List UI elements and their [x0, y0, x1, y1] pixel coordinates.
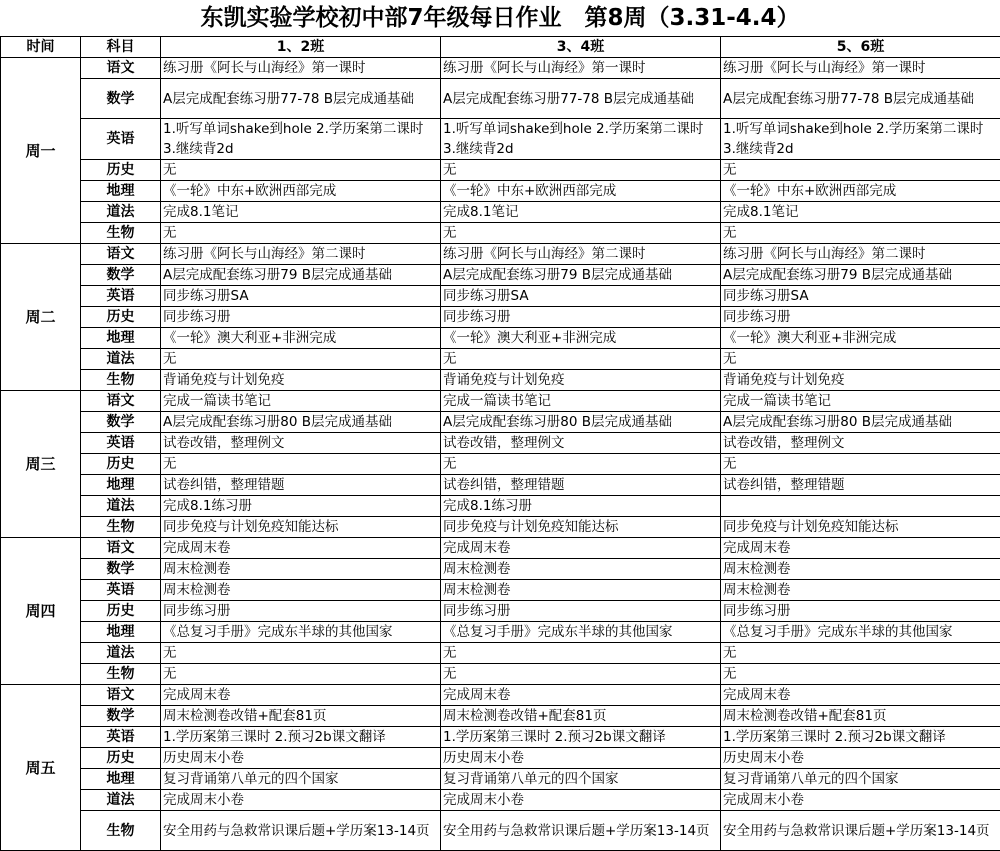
homework-cell: A层完成配套练习册79 B层完成通基础: [721, 265, 1000, 286]
homework-cell: 完成一篇读书笔记: [721, 391, 1000, 412]
table-row: [1, 412, 1000, 433]
subject-label: 生物: [81, 664, 161, 685]
homework-cell: 同步免疫与计划免疫知能达标: [721, 517, 1000, 538]
homework-cell: 练习册《阿长与山海经》第二课时: [161, 244, 441, 265]
table-row: [1, 622, 1000, 643]
homework-cell: 无: [161, 664, 441, 685]
subject-label: 历史: [81, 601, 161, 622]
homework-cell: 练习册《阿长与山海经》第一课时: [721, 58, 1000, 79]
homework-cell: 《总复习手册》完成东半球的其他国家: [721, 622, 1000, 643]
subject-label: 英语: [81, 286, 161, 307]
homework-cell: 周末检测卷改错+配套81页: [161, 706, 441, 727]
homework-cell: 1.听写单词shake到hole 2.学历案第二课时 3.继续背2d: [721, 119, 1000, 160]
homework-cell: 1.听写单词shake到hole 2.学历案第二课时 3.继续背2d: [441, 119, 721, 160]
subject-label: 英语: [81, 580, 161, 601]
homework-cell: 同步练习册: [721, 307, 1000, 328]
homework-cell: 完成8.1笔记: [441, 202, 721, 223]
table-row: [1, 286, 1000, 307]
homework-cell: 无: [721, 223, 1000, 244]
homework-cell: 完成8.1练习册: [161, 496, 441, 517]
homework-cell: 完成周末卷: [441, 538, 721, 559]
homework-cell: 《一轮》澳大利亚+非洲完成: [441, 328, 721, 349]
homework-cell: A层完成配套练习册80 B层完成通基础: [441, 412, 721, 433]
homework-cell: 《一轮》中东+欧洲西部完成: [721, 181, 1000, 202]
table-row: [1, 685, 1000, 706]
homework-cell: 试卷改错，整理例文: [721, 433, 1000, 454]
subject-label: 语文: [81, 391, 161, 412]
homework-cell: [721, 496, 1000, 517]
homework-cell: 完成周末小卷: [721, 790, 1000, 811]
subject-label: 英语: [81, 727, 161, 748]
homework-cell: 《一轮》澳大利亚+非洲完成: [161, 328, 441, 349]
subject-label: 道法: [81, 349, 161, 370]
homework-cell: 历史周末小卷: [161, 748, 441, 769]
table-row: [1, 517, 1000, 538]
homework-cell: 无: [441, 349, 721, 370]
page-title: 东凯实验学校初中部7年级每日作业 第8周（3.31-4.4）: [0, 0, 1000, 36]
homework-cell: 无: [721, 160, 1000, 181]
homework-cell: 1.学历案第三课时 2.预习2b课文翻译: [721, 727, 1000, 748]
homework-cell: 无: [161, 643, 441, 664]
homework-table: [0, 36, 1000, 851]
subject-label: 地理: [81, 181, 161, 202]
table-row: [1, 580, 1000, 601]
header-row: [1, 37, 1000, 58]
homework-cell: 同步练习册SA: [721, 286, 1000, 307]
table-row: [1, 748, 1000, 769]
subject-label: 语文: [81, 685, 161, 706]
header-class-1-2: 1、2班: [161, 37, 441, 58]
homework-cell: 同步练习册SA: [161, 286, 441, 307]
subject-label: 历史: [81, 454, 161, 475]
homework-cell: A层完成配套练习册79 B层完成通基础: [441, 265, 721, 286]
homework-cell: 完成周末小卷: [161, 790, 441, 811]
homework-cell: 周末检测卷改错+配套81页: [721, 706, 1000, 727]
homework-cell: 试卷纠错，整理错题: [721, 475, 1000, 496]
subject-label: 生物: [81, 223, 161, 244]
table-row: [1, 79, 1000, 119]
homework-cell: 周末检测卷: [721, 559, 1000, 580]
homework-cell: 无: [161, 160, 441, 181]
homework-cell: 同步免疫与计划免疫知能达标: [161, 517, 441, 538]
day-label: 周四: [1, 538, 81, 685]
table-row: [1, 601, 1000, 622]
homework-cell: 背诵免疫与计划免疫: [441, 370, 721, 391]
homework-cell: 安全用药与急救常识课后题+学历案13-14页: [161, 811, 441, 851]
homework-cell: 无: [721, 349, 1000, 370]
table-row: [1, 559, 1000, 580]
table-row: [1, 769, 1000, 790]
homework-cell: 同步练习册SA: [441, 286, 721, 307]
homework-cell: 无: [721, 454, 1000, 475]
homework-cell: 试卷纠错，整理错题: [161, 475, 441, 496]
subject-label: 道法: [81, 790, 161, 811]
subject-label: 历史: [81, 307, 161, 328]
homework-cell: 无: [161, 454, 441, 475]
subject-label: 历史: [81, 160, 161, 181]
header-time: 时间: [1, 37, 81, 58]
homework-cell: 《一轮》中东+欧洲西部完成: [161, 181, 441, 202]
homework-cell: 1.学历案第三课时 2.预习2b课文翻译: [161, 727, 441, 748]
table-row: [1, 265, 1000, 286]
homework-cell: 同步练习册: [441, 307, 721, 328]
homework-cell: 历史周末小卷: [721, 748, 1000, 769]
subject-label: 历史: [81, 748, 161, 769]
subject-label: 地理: [81, 475, 161, 496]
homework-cell: 完成一篇读书笔记: [441, 391, 721, 412]
homework-cell: 练习册《阿长与山海经》第二课时: [441, 244, 721, 265]
table-row: [1, 538, 1000, 559]
homework-cell: A层完成配套练习册77-78 B层完成通基础: [441, 79, 721, 119]
table-row: [1, 643, 1000, 664]
homework-cell: 周末检测卷改错+配套81页: [441, 706, 721, 727]
homework-cell: 同步练习册: [441, 601, 721, 622]
table-row: [1, 475, 1000, 496]
homework-cell: 完成8.1笔记: [161, 202, 441, 223]
homework-cell: 练习册《阿长与山海经》第二课时: [721, 244, 1000, 265]
homework-cell: 《一轮》澳大利亚+非洲完成: [721, 328, 1000, 349]
homework-cell: 无: [441, 454, 721, 475]
homework-cell: 周末检测卷: [721, 580, 1000, 601]
table-row: [1, 307, 1000, 328]
table-row: [1, 328, 1000, 349]
table-row: [1, 454, 1000, 475]
homework-cell: 无: [161, 223, 441, 244]
homework-cell: 背诵免疫与计划免疫: [721, 370, 1000, 391]
subject-label: 数学: [81, 559, 161, 580]
subject-label: 生物: [81, 370, 161, 391]
day-label: 周三: [1, 391, 81, 538]
subject-label: 生物: [81, 517, 161, 538]
subject-label: 道法: [81, 643, 161, 664]
subject-label: 数学: [81, 412, 161, 433]
table-row: [1, 790, 1000, 811]
homework-cell: A层完成配套练习册79 B层完成通基础: [161, 265, 441, 286]
day-label: 周一: [1, 58, 81, 244]
table-row: [1, 433, 1000, 454]
subject-label: 英语: [81, 119, 161, 160]
table-row: [1, 119, 1000, 160]
homework-cell: 试卷改错，整理例文: [441, 433, 721, 454]
subject-label: 地理: [81, 622, 161, 643]
subject-label: 语文: [81, 538, 161, 559]
header-subject: 科目: [81, 37, 161, 58]
table-row: [1, 160, 1000, 181]
subject-label: 语文: [81, 58, 161, 79]
homework-cell: 同步免疫与计划免疫知能达标: [441, 517, 721, 538]
homework-cell: A层完成配套练习册80 B层完成通基础: [161, 412, 441, 433]
homework-cell: 无: [441, 223, 721, 244]
homework-cell: 同步练习册: [721, 601, 1000, 622]
homework-cell: 无: [721, 643, 1000, 664]
subject-label: 数学: [81, 265, 161, 286]
homework-cell: 复习背诵第八单元的四个国家: [441, 769, 721, 790]
table-row: [1, 706, 1000, 727]
homework-cell: A层完成配套练习册77-78 B层完成通基础: [721, 79, 1000, 119]
homework-cell: 完成周末小卷: [441, 790, 721, 811]
homework-cell: 《总复习手册》完成东半球的其他国家: [161, 622, 441, 643]
subject-label: 数学: [81, 79, 161, 119]
subject-label: 数学: [81, 706, 161, 727]
homework-cell: 无: [161, 349, 441, 370]
homework-cell: 1.听写单词shake到hole 2.学历案第二课时 3.继续背2d: [161, 119, 441, 160]
homework-cell: 完成周末卷: [161, 538, 441, 559]
homework-cell: 完成8.1笔记: [721, 202, 1000, 223]
homework-cell: 同步练习册: [161, 307, 441, 328]
homework-cell: A层完成配套练习册77-78 B层完成通基础: [161, 79, 441, 119]
day-label: 周五: [1, 685, 81, 851]
homework-cell: 周末检测卷: [161, 580, 441, 601]
table-row: [1, 58, 1000, 79]
header-class-3-4: 3、4班: [441, 37, 721, 58]
homework-cell: 完成周末卷: [441, 685, 721, 706]
homework-cell: 周末检测卷: [161, 559, 441, 580]
table-row: [1, 370, 1000, 391]
homework-cell: 无: [441, 160, 721, 181]
homework-cell: 《一轮》中东+欧洲西部完成: [441, 181, 721, 202]
homework-cell: 试卷改错，整理例文: [161, 433, 441, 454]
homework-cell: 同步练习册: [161, 601, 441, 622]
homework-cell: 完成周末卷: [721, 685, 1000, 706]
table-row: [1, 811, 1000, 851]
table-row: [1, 496, 1000, 517]
subject-label: 英语: [81, 433, 161, 454]
table-row: [1, 664, 1000, 685]
table-row: [1, 727, 1000, 748]
subject-label: 语文: [81, 244, 161, 265]
subject-label: 地理: [81, 769, 161, 790]
subject-label: 道法: [81, 202, 161, 223]
homework-cell: 无: [441, 664, 721, 685]
homework-cell: 完成8.1练习册: [441, 496, 721, 517]
table-row: [1, 181, 1000, 202]
homework-cell: 背诵免疫与计划免疫: [161, 370, 441, 391]
subject-label: 道法: [81, 496, 161, 517]
homework-cell: 练习册《阿长与山海经》第一课时: [441, 58, 721, 79]
homework-body: [1, 58, 1000, 851]
homework-cell: 安全用药与急救常识课后题+学历案13-14页: [721, 811, 1000, 851]
table-row: [1, 244, 1000, 265]
subject-label: 生物: [81, 811, 161, 851]
table-row: [1, 202, 1000, 223]
homework-cell: 完成周末卷: [161, 685, 441, 706]
homework-cell: 复习背诵第八单元的四个国家: [161, 769, 441, 790]
homework-cell: 试卷纠错，整理错题: [441, 475, 721, 496]
homework-cell: 无: [441, 643, 721, 664]
homework-cell: 1.学历案第三课时 2.预习2b课文翻译: [441, 727, 721, 748]
subject-label: 地理: [81, 328, 161, 349]
homework-cell: 历史周末小卷: [441, 748, 721, 769]
homework-cell: 复习背诵第八单元的四个国家: [721, 769, 1000, 790]
homework-cell: 无: [721, 664, 1000, 685]
homework-cell: 《总复习手册》完成东半球的其他国家: [441, 622, 721, 643]
table-row: [1, 391, 1000, 412]
homework-cell: 完成周末卷: [721, 538, 1000, 559]
day-label: 周二: [1, 244, 81, 391]
homework-cell: 练习册《阿长与山海经》第一课时: [161, 58, 441, 79]
table-row: [1, 223, 1000, 244]
homework-cell: 周末检测卷: [441, 580, 721, 601]
homework-cell: 完成一篇读书笔记: [161, 391, 441, 412]
header-class-5-6: 5、6班: [721, 37, 1000, 58]
homework-cell: 安全用药与急救常识课后题+学历案13-14页: [441, 811, 721, 851]
table-row: [1, 349, 1000, 370]
homework-cell: 周末检测卷: [441, 559, 721, 580]
homework-cell: A层完成配套练习册80 B层完成通基础: [721, 412, 1000, 433]
